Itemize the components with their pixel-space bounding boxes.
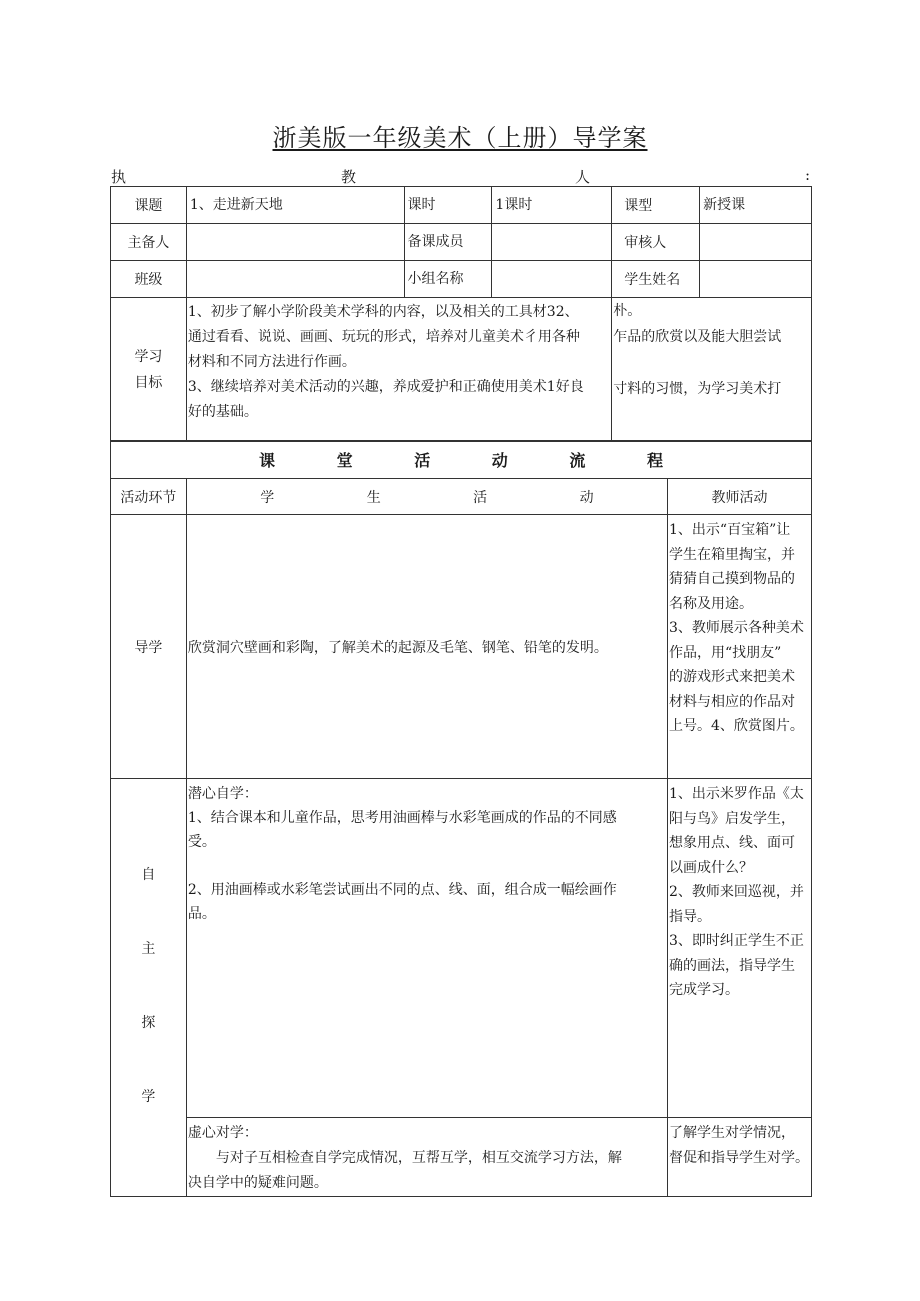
stage2-name-char: 主 — [141, 941, 156, 957]
group-label: 小组名称 — [404, 261, 492, 298]
stage1-student: 欣赏洞穴壁画和彩陶，了解美术的起源及毛笔、钢笔、铅笔的发明。 — [186, 515, 667, 779]
student-value — [700, 261, 812, 298]
stage2-teacher-line: 2、教师来回巡视，并 — [669, 884, 804, 900]
stage2-teacher-line: 确的画法，指导学生 — [669, 957, 795, 974]
col-stage-header: 活动环节 — [111, 479, 187, 515]
stage1-teacher-line: 作品，用“找朋友” — [669, 644, 782, 661]
student-header-char: 活 — [473, 489, 488, 506]
executor-char-1: 执 — [111, 168, 127, 186]
stage1-teacher-line: 猜猜自己摸到物品的 — [669, 571, 795, 587]
stage1-teacher-line: 名称及用途。 — [669, 595, 753, 612]
student-header-char: 学 — [260, 489, 275, 506]
flow-title-char: 课 — [259, 451, 276, 470]
goals-content — [186, 298, 611, 442]
goals-line: 通过看看、说说、画画、玩玩的形式，培养对儿童美术彳用各种 — [187, 329, 580, 345]
goals-label-2: 目标 — [134, 374, 163, 391]
goals-right-line: 乍品的欣赏以及能大胆尝试 — [613, 329, 782, 345]
course-value: 1、走进新天地 — [186, 187, 404, 224]
stage2-name — [111, 779, 187, 1197]
stage2-teacher-line: 以画成什么？ — [669, 859, 753, 876]
student-header-char: 生 — [366, 489, 381, 506]
student-label: 学生姓名 — [612, 261, 700, 298]
stage2-item1-line: 受。 — [187, 834, 216, 850]
goals-line: 材料和不同方法进行作画。 — [187, 354, 356, 370]
class-value — [186, 261, 404, 298]
goals-line: 1、初步了解小学阶段美术学科的内容，以及相关的工具材32、 — [187, 304, 579, 320]
stage2-item1-line: 1、结合课本和儿童作品，思考用油画棒与水彩笔画成的作品的不同感 — [187, 810, 617, 826]
reviewer-label: 审核人 — [612, 224, 700, 261]
group-value — [492, 261, 612, 298]
goals-label-1: 学习 — [134, 348, 163, 365]
stage1-name: 导学 — [111, 515, 187, 779]
flow-title-char: 活 — [414, 451, 431, 470]
stage2-heading: 潜心自学： — [187, 786, 258, 802]
stage2-student — [186, 779, 667, 1118]
executor-char-2: 教 — [341, 168, 357, 186]
goals-line: 好的基础。 — [187, 404, 258, 420]
info-table — [110, 186, 812, 442]
stage2-name-char: 探 — [141, 1015, 156, 1031]
stage3-student — [186, 1118, 667, 1197]
stage1-teacher-line: 学生在箱里掏宝，并 — [669, 546, 795, 563]
stage2-teacher-line: 完成学习。 — [669, 982, 739, 998]
flow-title-char: 流 — [569, 451, 586, 470]
type-value: 新授课 — [700, 187, 812, 224]
stage2-teacher-line: 指导。 — [669, 908, 711, 925]
class-label: 班级 — [111, 261, 187, 298]
members-value — [492, 224, 612, 261]
goals-label — [111, 298, 187, 442]
page-title: 浙美版一年级美术（上册）导学案 — [272, 124, 648, 152]
stage2-teacher-line: 1、出示米罗作品《太 — [669, 786, 804, 802]
reviewer-value — [700, 224, 812, 261]
stage1-teacher-line: 3、教师展示各种美术 — [669, 620, 804, 636]
flow-table — [110, 440, 812, 1197]
executor-colon: : — [805, 166, 811, 184]
stage2-teacher — [668, 779, 812, 1118]
col-student-header — [186, 479, 667, 515]
preparer-label: 主备人 — [111, 224, 187, 261]
hours-value: 1课时 — [492, 187, 612, 224]
stage3-teacher — [668, 1118, 812, 1197]
hours-label: 课时 — [404, 187, 492, 224]
stage1-teacher-line: 的游戏形式来把美术 — [669, 669, 795, 685]
stage2-item2-line: 品。 — [187, 906, 216, 922]
goals-right-line: 寸料的习惯，为学习美术打 — [613, 381, 782, 397]
col-teacher-header: 教师活动 — [668, 479, 812, 515]
stage3-line: 与对子互相检查自学完成情况，互帮互学，相互交流学习方法，解 — [215, 1150, 622, 1166]
stage1-teacher — [668, 515, 812, 779]
stage1-teacher-line: 1、出示“百宝箱”让 — [669, 522, 791, 538]
goals-right-line: 朴。 — [613, 303, 642, 319]
course-label: 课题 — [111, 187, 187, 224]
flow-title-char: 动 — [491, 451, 508, 470]
stage2-teacher-line: 3、即时纠正学生不正 — [669, 933, 804, 949]
flow-title — [111, 441, 812, 479]
goals-line: 3、继续培养对美术活动的兴趣，养成爱护和正确使用美术1好良 — [187, 379, 584, 395]
stage2-teacher-line: 想象用点、线、面可 — [669, 835, 795, 851]
stage2-item2-line: 2、用油画棒或水彩笔尝试画出不同的点、线、面，组合成一幅绘画作 — [187, 882, 617, 898]
flow-title-char: 程 — [646, 451, 663, 470]
members-label: 备课成员 — [404, 224, 492, 261]
stage2-name-char: 学 — [141, 1089, 156, 1105]
stage1-teacher-line: 材料与相应的作品对 — [669, 693, 795, 710]
stage3-teacher-line: 督促和指导学生对学。 — [669, 1150, 809, 1166]
stage1-teacher-line: 上号。4、欣赏图片。 — [669, 718, 804, 734]
goals-right — [612, 298, 812, 442]
student-header-char: 动 — [579, 489, 594, 506]
executor-row — [111, 166, 811, 186]
executor-char-3: 人 — [575, 168, 591, 186]
stage3-heading: 虚心对学： — [187, 1125, 258, 1141]
stage3-teacher-line: 了解学生对学情况， — [669, 1125, 795, 1141]
preparer-value — [186, 224, 404, 261]
type-label: 课型 — [612, 187, 700, 224]
stage3-line: 决自学中的疑难问题。 — [187, 1175, 328, 1191]
flow-title-char: 堂 — [336, 451, 353, 470]
stage2-name-char: 自 — [141, 867, 156, 883]
stage2-teacher-line: 阳与鸟》启发学生， — [669, 810, 795, 827]
